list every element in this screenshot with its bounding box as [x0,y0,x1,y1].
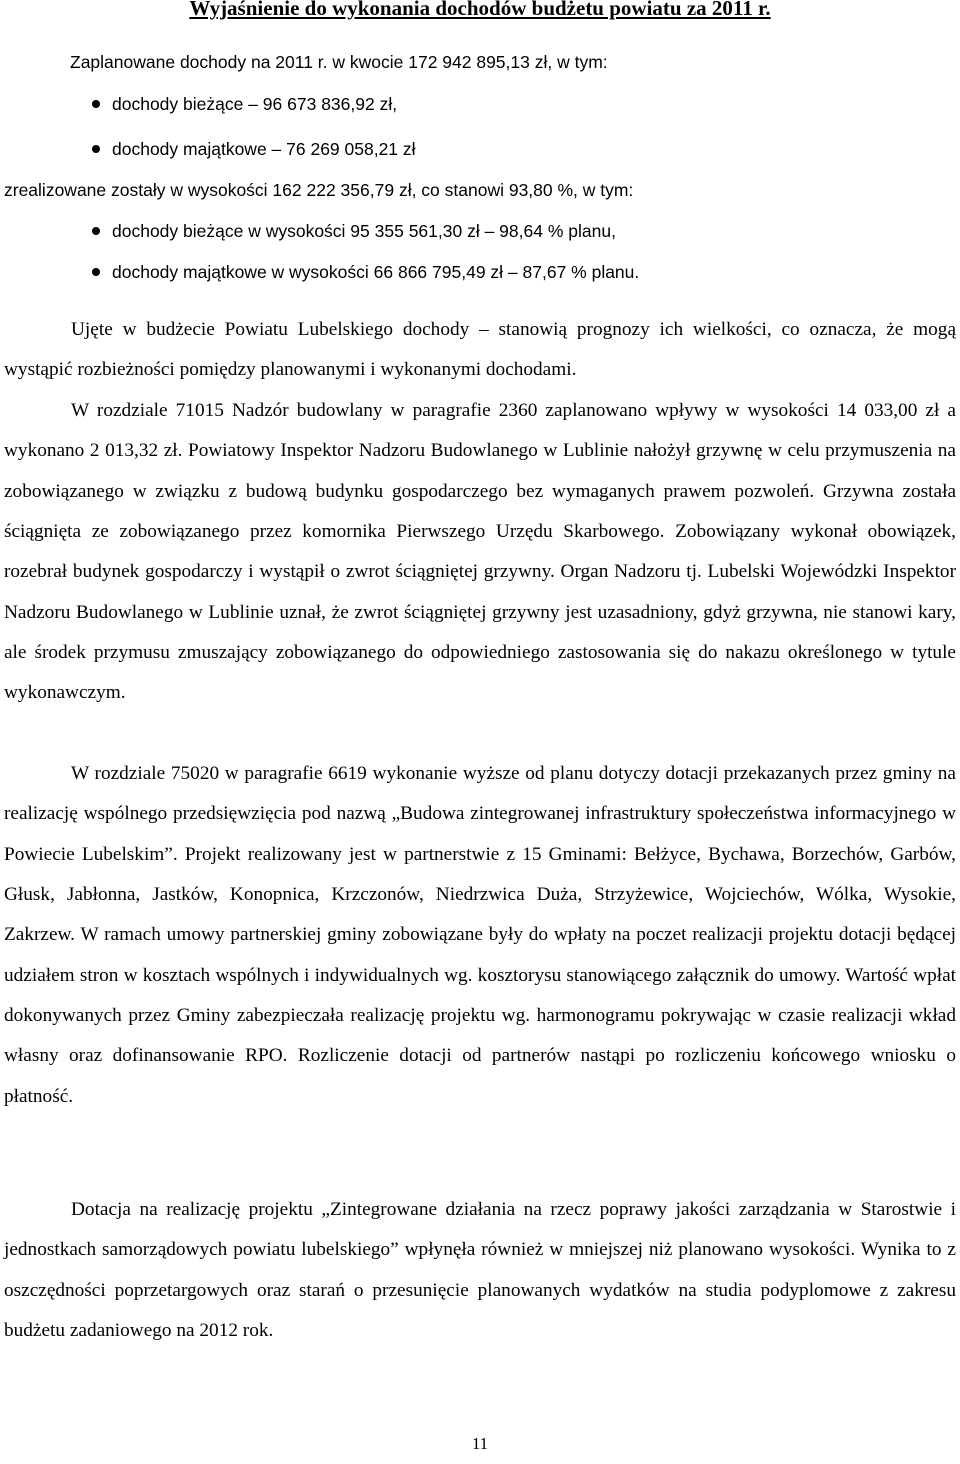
paragraph-chapter-75020: W rozdziale 75020 w paragrafie 6619 wykonanie wyższe od planu dotyczy dotacji przekazanych przez gminy na realizację wspólnego przedsięwzięcia pod nazwą „Budowa zintegrowanej infrastruktury społeczeństwa informacyjnego w Powiecie Lubelskim”. Projekt realizowany jest w partnerstwie z 15 Gminami: Bełżyce, Bychawa, Borzechów, Garbów, Głusk, Jabłonna, Jastków, Konopnica, Krzczonów, Niedrzwica Duża, Strzyżewice, Wojciechów, Wólka, Wysokie, Zakrzew. W ramach umowy partnerskiej gminy zobowiązane były do wpłaty na poczet realizacji projektu dotacji będącej udziałem stron w kosztach wspólnych i indywidualnych wg. kosztorysu stanowiącego załącznik do umowy. Wartość wpłat dokonywanych przez Gminy zabezpieczała realizację projektu wg. harmonogramu pokrywając w czasie realizacji wkład własny oraz dofinansowanie RPO. Rozliczenie dotacji od partnerów nastąpi po rozliczeniu końcowego wniosku o płatność. [4,763,956,1107]
planned-item-property: dochody majątkowe – 76 269 058,21 zł [112,139,416,159]
planned-intro: Zaplanowane dochody na 2011 r. w kwocie 172 942 895,13 zł, w tym: [70,52,608,72]
bullet-icon [92,268,100,276]
realized-item-property: dochody majątkowe w wysokości 66 866 795,49 zł – 87,67 % planu. [112,262,640,282]
paragraph-forecast: Ujęte w budżecie Powiatu Lubelskiego dochody – stanowią prognozy ich wielkości, co oznacza, że mogą wystąpić rozbieżności pomiędzy planowanymi i wykonanymi dochodami. [4,319,956,381]
paragraph-grant: Dotacja na realizację projektu „Zintegrowane działania na rzecz poprawy jakości zarządzania w Starostwie i jednostkach samorządowych powiatu lubelskiego” wpłynęła również w mniejszej niż planowano wysokości. Wynika to z oszczędności poprzetargowych oraz starań o przesunięcie planowanych wydatków na studia podyplomowe z zakresu budżetu zadaniowego na 2012 rok. [4,1199,956,1342]
page-number: 11 [471,1434,489,1453]
bullet-icon [92,100,100,108]
page-title [0,0,960,22]
realized-intro: zrealizowane zostały w wysokości 162 222 356,79 zł, co stanowi 93,80 %, w tym: [4,180,634,200]
planned-item-current: dochody bieżące – 96 673 836,92 zł, [112,94,398,114]
realized-item-current: dochody bieżące w wysokości 95 355 561,30 zł – 98,64 % planu, [112,221,616,241]
bullet-icon [92,145,100,153]
page-title-text: Wyjaśnienie do wykonania dochodów budżetu powiatu za 2011 r. [189,0,771,20]
bullet-icon [92,227,100,235]
paragraph-chapter-71015: W rozdziale 71015 Nadzór budowlany w paragrafie 2360 zaplanowano wpływy w wysokości 14 033,00 zł a wykonano 2 013,32 zł. Powiatowy Inspektor Nadzoru Budowlanego w Lublinie nałożył grzywnę w celu przymuszenia na zobowiązanego w związku z budową budynku gospodarczego bez wymaganych prawem pozwoleń. Grzywna została ściągnięta ze zobowiązanego przez komornika Pierwszego Urzędu Skarbowego. Zobowiązany wykonał obowiązek, rozebrał budynek gospodarczy i wystąpił o zwrot ściągniętej grzywny. Organ Nadzoru tj. Lubelski Wojewódzki Inspektor Nadzoru Budowlanego w Lublinie uznał, że zwrot ściągniętej grzywny jest uzasadniony, gdyż grzywna, nie stanowi kary, ale środek przymusu zmuszający zobowiązanego do odpowiedniego zastosowania się do nakazu określonego w tytule wykonawczym. [4,400,956,704]
